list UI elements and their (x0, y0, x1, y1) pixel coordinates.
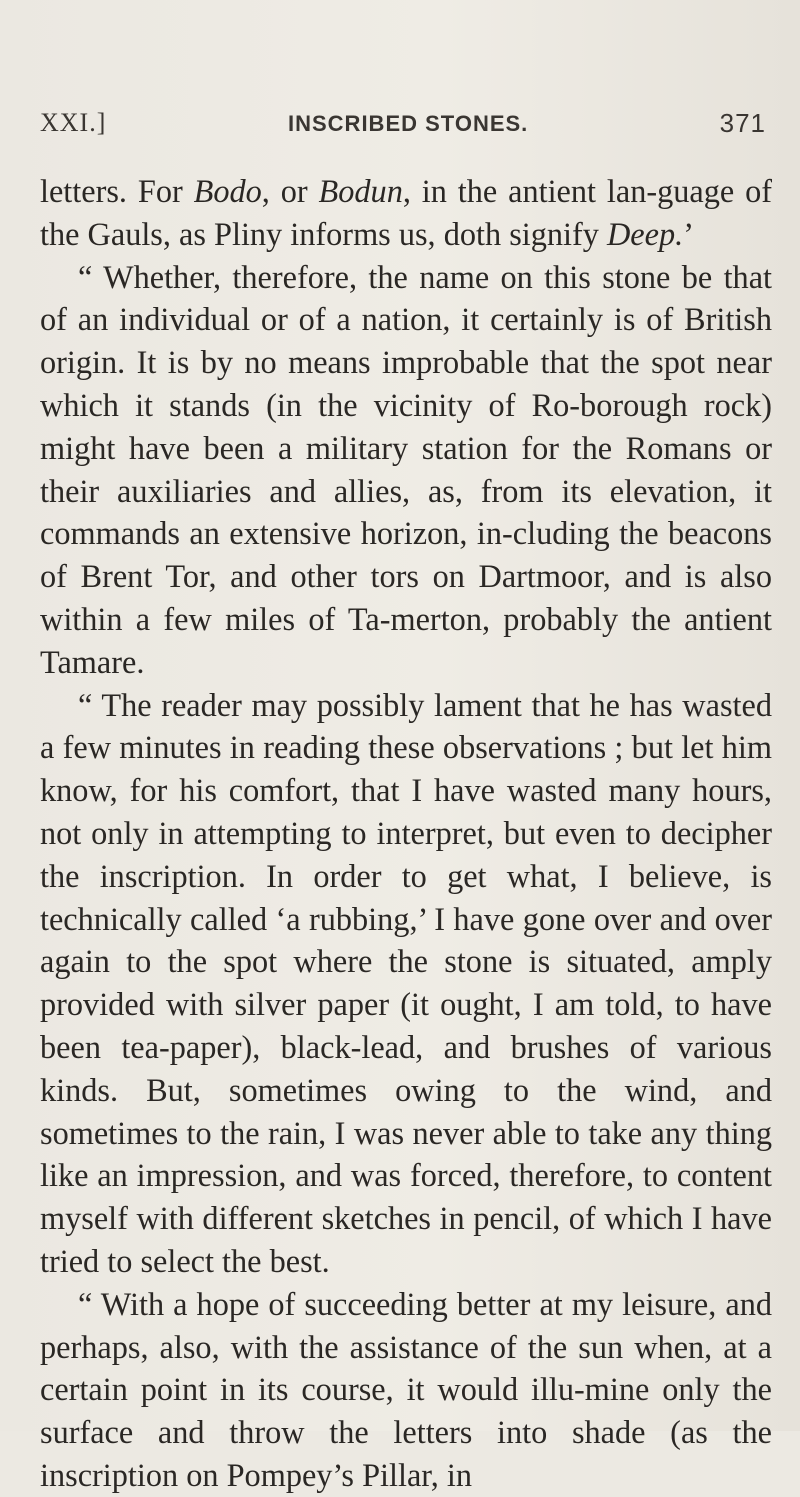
paragraph-4: “ With a hope of succeeding better at my leisure, and perhaps, also, with the assistance of the sun when, at a certain point in its course, it would illu-mine only the surface and throw the letters into shade (as the inscription on Pompey’s Pillar, in (40, 1285, 772, 1493)
paragraph-1-italic-bodun: Bodun (318, 173, 403, 209)
body-text (40, 170, 772, 1497)
running-title: INSCRIBED STONES. (288, 111, 529, 136)
paragraph-2: “ Whether, therefore, the name on this stone be that of an individual or of a nation, it certainly is of British origin. It is by no means improbable that the spot near which it stands (in the vicinity of Ro-borough rock) might have been a military station for the Romans or their auxiliaries and allies, as, from its elevation, it commands an extensive horizon, in-cluding the beacons of Brent Tor, and other tors on Dartmoor, and is also within a few miles of Ta-merton, probably the antient Tamare. (40, 258, 772, 680)
paragraph-1-text-a: letters. For (40, 173, 194, 209)
paragraph-1-text-c: , or (261, 173, 319, 209)
paragraph-1-italic-deep: Deep. (606, 215, 684, 252)
paragraph-1-closing-quote: ’ (683, 215, 694, 252)
paragraph-3: “ The reader may possibly lament that he has wasted a few minutes in reading these observations ; but let him know, for his comfort, that I have wasted many hours, not only in attempting to interpret, but even to decipher the inscription. In order to get what, I believe, is technically called ‘a rubbing,’ I have gone over and over again to the spot where the stone is situated, amply provided with silver paper (it ought, I am told, to have been tea-paper), black-lead, and brushes of various kinds. But, sometimes owing to the wind, and sometimes to the rain, I was never able to take any thing like an impression, and was forced, therefore, to content myself with different sketches in pencil, of which I have tried to select the best. (40, 686, 772, 1279)
paragraph-1-italic-bodo: Bodo (193, 173, 262, 209)
paragraph-1 (40, 170, 772, 256)
paragraph-1-text-e: , in the antient lan-guage of the Gauls, as Pliny informs us, doth signify (40, 173, 772, 252)
page-number: 371 (719, 108, 766, 138)
chapter-marker: XXI.] (40, 108, 107, 137)
running-head (40, 108, 772, 148)
